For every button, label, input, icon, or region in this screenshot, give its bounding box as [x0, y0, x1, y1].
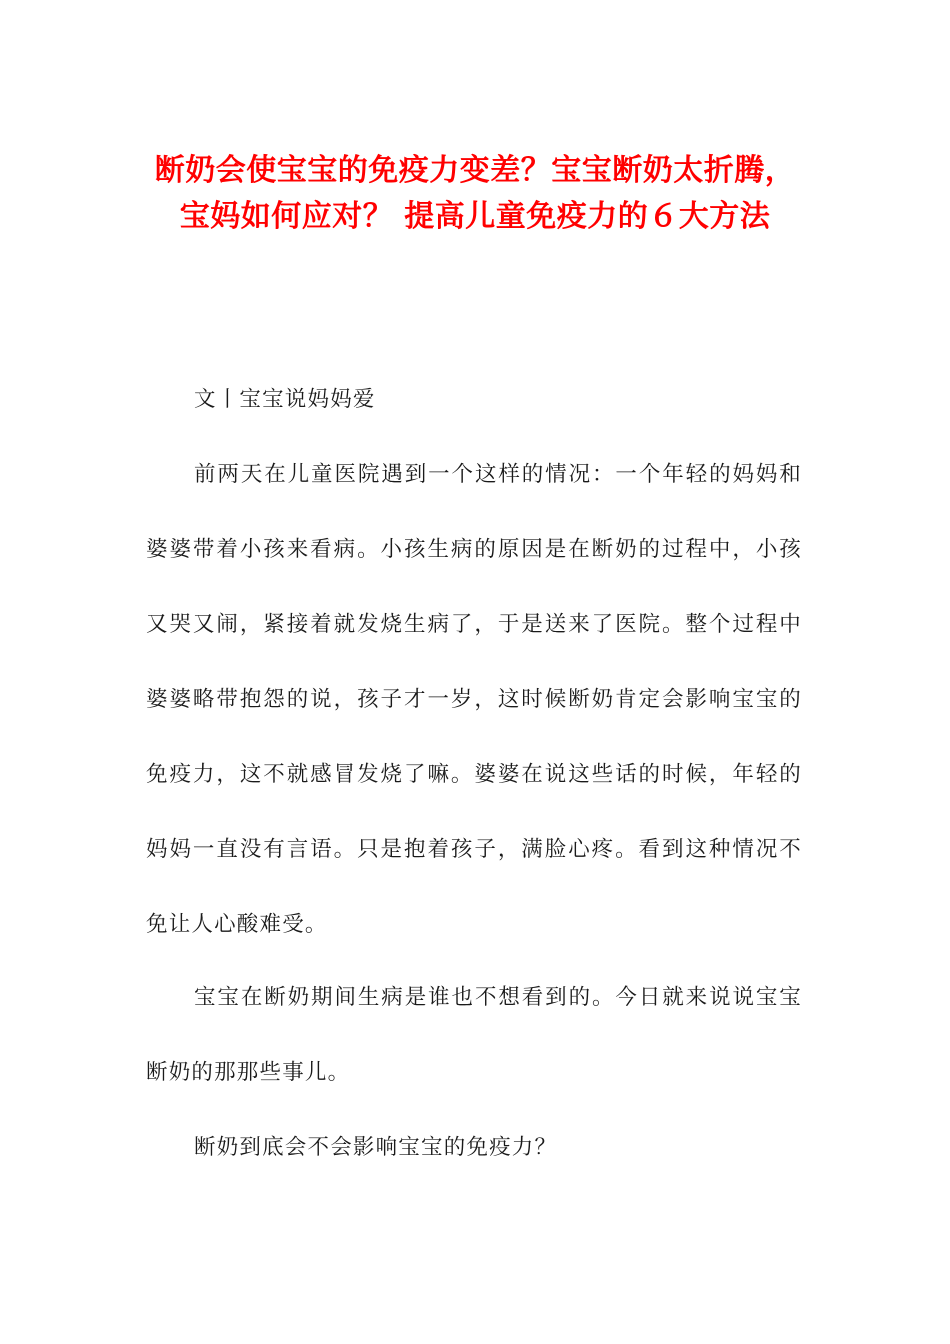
- paragraph: 宝宝在断奶期间生病是谁也不想看到的。今日就来说说宝宝断奶的那那些事儿。: [146, 985, 802, 1085]
- paragraph: 前两天在儿童医院遇到一个这样的情况：一个年轻的妈妈和婆婆带着小孩来看病。小孩生病的原因是在断奶的过程中，小孩又哭又闹，紧接着就发烧生病了，于是送来了医院。整个过程中婆婆略带抱怨的说，孩子才一岁，这时候断奶肯定会影响宝宝的免疫力，这不就感冒发烧了嘛。婆婆在说这些话的时候，年轻的妈妈一直没有言语。只是抱着孩子，满脸心疼。看到这种情况不免让人心酸难受。: [146, 462, 802, 937]
- section-question: 断奶到底会不会影响宝宝的免疫力？: [194, 1135, 558, 1160]
- author-line: 文丨宝宝说妈妈爱: [194, 387, 376, 412]
- document-title: 断奶会使宝宝的免疫力变差？宝宝断奶太折腾，宝妈如何应对？ 提高儿童免疫力的６大方法: [154, 153, 796, 234]
